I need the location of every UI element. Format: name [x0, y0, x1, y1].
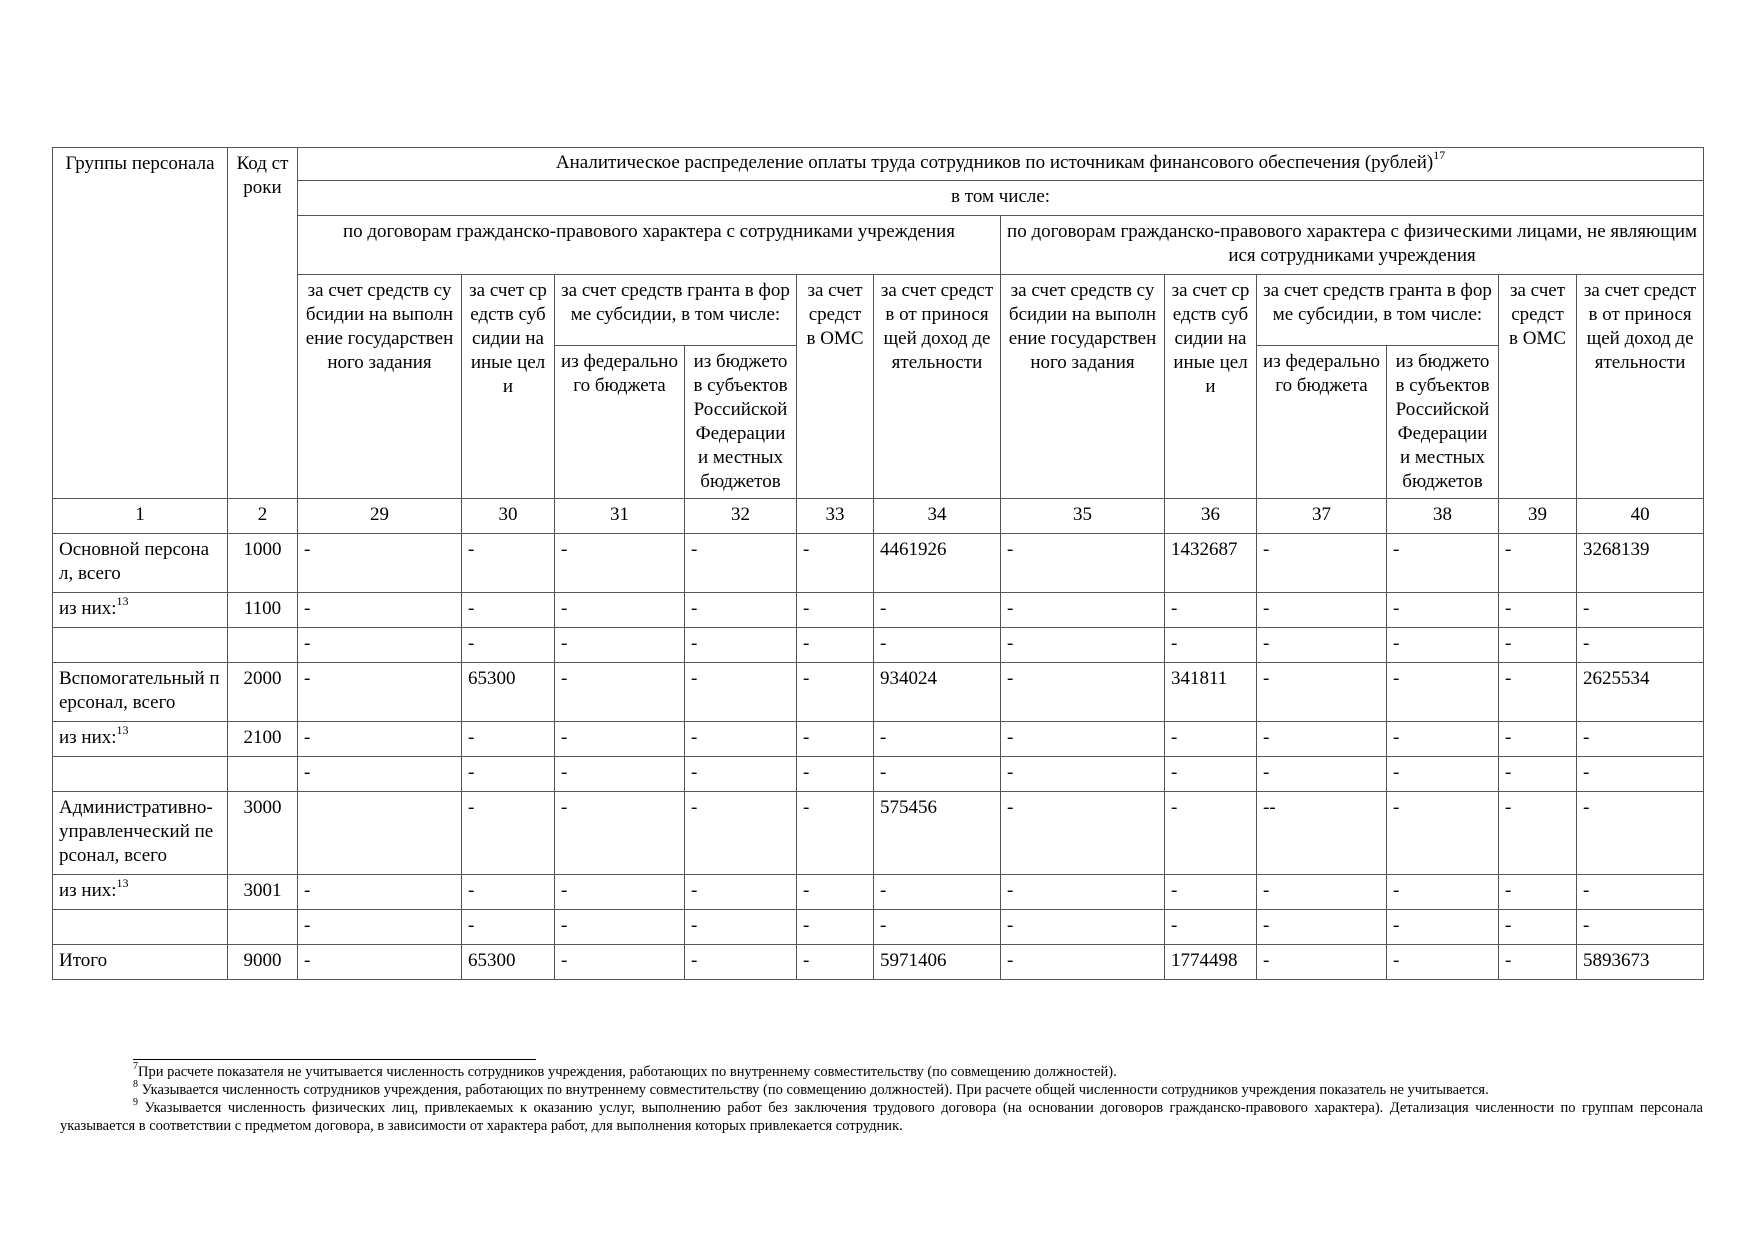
table-cell: - — [1387, 875, 1499, 910]
table-cell: 4461926 — [874, 534, 1001, 593]
row-group-text: из них: — [59, 727, 117, 748]
row-group-text: Вспомогательный персонал, всего — [59, 668, 220, 713]
row-group-label — [53, 722, 228, 757]
table-row — [53, 722, 1704, 757]
header-a-income: за счет средств от приносящей доход деятельности — [874, 275, 1001, 499]
table-cell: - — [1001, 757, 1165, 792]
column-number: 29 — [298, 499, 462, 534]
table-cell: - — [462, 875, 555, 910]
table-cell: - — [685, 757, 797, 792]
column-number: 38 — [1387, 499, 1499, 534]
table-cell: - — [555, 910, 685, 945]
table-cell: - — [1499, 663, 1577, 722]
table-cell: - — [1499, 628, 1577, 663]
table-cell: - — [797, 722, 874, 757]
table-cell: - — [555, 792, 685, 875]
row-group-text: Итого — [59, 950, 108, 971]
table-cell: - — [1499, 757, 1577, 792]
table-cell: - — [1001, 792, 1165, 875]
table-cell: 5971406 — [874, 945, 1001, 980]
header-title — [298, 148, 1704, 181]
table-cell: - — [1257, 875, 1387, 910]
row-code: 1100 — [228, 593, 298, 628]
header-group-a: по договорам гражданско-правового характера с сотрудниками учреждения — [298, 216, 1001, 275]
table-cell: 5893673 — [1577, 945, 1704, 980]
row-group-text: из них: — [59, 598, 117, 619]
table-cell: 65300 — [462, 663, 555, 722]
table-cell: - — [1499, 534, 1577, 593]
table-cell: - — [685, 945, 797, 980]
row-group-label — [53, 757, 228, 792]
table-cell: - — [1387, 593, 1499, 628]
table-cell: - — [797, 875, 874, 910]
table-cell: - — [298, 875, 462, 910]
table-cell: - — [1387, 628, 1499, 663]
column-number: 32 — [685, 499, 797, 534]
table-row — [53, 628, 1704, 663]
table-cell: - — [685, 910, 797, 945]
row-code — [228, 910, 298, 945]
table-cell: - — [1257, 722, 1387, 757]
table-cell: - — [1001, 593, 1165, 628]
table-cell: 1774498 — [1165, 945, 1257, 980]
table-cell: - — [797, 792, 874, 875]
footnote-separator — [133, 1059, 536, 1060]
header-a-subsidy-state-task: за счет средств субсидии на выполнение государственного задания — [298, 275, 462, 499]
table-cell: - — [1577, 875, 1704, 910]
column-number: 34 — [874, 499, 1001, 534]
table-cell: - — [1577, 910, 1704, 945]
table-cell: - — [1257, 910, 1387, 945]
table-cell: - — [1387, 663, 1499, 722]
table-cell: - — [555, 628, 685, 663]
footnote-text: Указывается численность сотрудников учреждения, работающих по внутреннему совместительству (по совмещению должностей). При расчете общей численности сотрудников учреждения показатель не учитывается. — [138, 1082, 1489, 1098]
table-cell: - — [797, 534, 874, 593]
row-code — [228, 628, 298, 663]
footnote-mark: 8 — [133, 1079, 138, 1091]
table-cell: - — [685, 663, 797, 722]
table-cell: - — [555, 875, 685, 910]
row-group-label — [53, 593, 228, 628]
column-number: 35 — [1001, 499, 1165, 534]
table-cell: - — [1387, 945, 1499, 980]
row-code: 1000 — [228, 534, 298, 593]
row-footnote-mark: 13 — [116, 875, 129, 890]
footnote-mark: 7 — [133, 1061, 138, 1073]
table-cell: - — [1499, 722, 1577, 757]
footnote — [60, 1099, 1703, 1135]
row-footnote-mark: 13 — [116, 593, 129, 608]
row-code: 2000 — [228, 663, 298, 722]
table-cell: - — [797, 757, 874, 792]
header-a-subsidy-other: за счет средств субсидии на иные цели — [462, 275, 555, 499]
table-cell: - — [298, 722, 462, 757]
table-row — [53, 593, 1704, 628]
table-cell: - — [685, 722, 797, 757]
table-cell: - — [1001, 910, 1165, 945]
table-row — [53, 757, 1704, 792]
table-cell: - — [555, 534, 685, 593]
table-cell: - — [298, 910, 462, 945]
table-cell: - — [797, 910, 874, 945]
column-number: 1 — [53, 499, 228, 534]
header-b-subsidy-state-task: за счет средств субсидии на выполнение государственного задания — [1001, 275, 1165, 499]
header-b-income: за счет средств от приносящей доход деятельности — [1577, 275, 1704, 499]
header-a-oms: за счет средст в ОМС — [797, 275, 874, 499]
footnote-text: Указывается численность физических лиц, привлекаемых к оказанию услуг, выполнению работ без заключения трудового договора (на основании договоров гражданско-правового характера). Детализация численности по группам персонала указывается в соответствии с предметом договора, в зависимости от характера работ, для выполнения которых привлекается сотрудник. — [60, 1100, 1703, 1134]
table-cell: - — [1257, 628, 1387, 663]
table-cell: - — [1165, 792, 1257, 875]
table-cell: - — [1165, 628, 1257, 663]
footnote-mark: 9 — [133, 1097, 138, 1109]
table-cell: - — [685, 875, 797, 910]
table-cell: 341811 — [1165, 663, 1257, 722]
table-cell: - — [1165, 757, 1257, 792]
table-cell: - — [685, 534, 797, 593]
header-a-grant: за счет средств гранта в форме субсидии, в том числе: — [555, 275, 797, 346]
table-cell: - — [1499, 792, 1577, 875]
column-number-row — [53, 499, 1704, 534]
table-cell: - — [797, 945, 874, 980]
table-cell: 3268139 — [1577, 534, 1704, 593]
row-group-label — [53, 875, 228, 910]
table-cell: - — [874, 757, 1001, 792]
header-b-grant: за счет средств гранта в форме субсидии, в том числе: — [1257, 275, 1499, 346]
row-group-text: из них: — [59, 880, 117, 901]
column-number: 36 — [1165, 499, 1257, 534]
column-number: 37 — [1257, 499, 1387, 534]
table-cell: - — [1577, 593, 1704, 628]
row-group-text: Основной персонал, всего — [59, 539, 210, 584]
table-cell: - — [1257, 663, 1387, 722]
table-cell: - — [1499, 593, 1577, 628]
table-row — [53, 875, 1704, 910]
table-cell: - — [555, 945, 685, 980]
table-cell: - — [555, 593, 685, 628]
table-cell: - — [298, 945, 462, 980]
table-cell: - — [1165, 910, 1257, 945]
table-cell: - — [298, 593, 462, 628]
table-row — [53, 534, 1704, 593]
column-number: 39 — [1499, 499, 1577, 534]
row-code: 9000 — [228, 945, 298, 980]
row-group-label — [53, 910, 228, 945]
table-body — [53, 534, 1704, 980]
row-group-text: Административно-управленческий персонал, всего — [59, 797, 214, 866]
table-cell: - — [797, 628, 874, 663]
table-cell: - — [462, 757, 555, 792]
table-cell: - — [298, 534, 462, 593]
footnote — [60, 1081, 1703, 1099]
table-cell: - — [555, 757, 685, 792]
footnote-text: При расчете показателя не учитывается численность сотрудников учреждения, работающих по внутреннему совместительству (по совмещению должностей). — [138, 1064, 1117, 1080]
table-cell: - — [462, 910, 555, 945]
table-cell: - — [1577, 757, 1704, 792]
table-cell: - — [1001, 875, 1165, 910]
table-cell: - — [874, 910, 1001, 945]
table-cell: 1432687 — [1165, 534, 1257, 593]
table-cell: - — [462, 534, 555, 593]
table-cell: - — [462, 628, 555, 663]
table-cell: - — [1001, 945, 1165, 980]
table-cell: - — [1499, 910, 1577, 945]
table-cell: 65300 — [462, 945, 555, 980]
header-group: Группы персонала — [53, 148, 228, 499]
table-cell: - — [298, 628, 462, 663]
row-code: 2100 — [228, 722, 298, 757]
table-cell: - — [685, 628, 797, 663]
table-cell: - — [797, 593, 874, 628]
table-cell: - — [462, 593, 555, 628]
table-row — [53, 945, 1704, 980]
table-cell: - — [298, 663, 462, 722]
table-cell: 575456 — [874, 792, 1001, 875]
table-cell: - — [1387, 757, 1499, 792]
table-cell: -- — [1257, 792, 1387, 875]
table-cell: - — [555, 722, 685, 757]
row-code: 3000 — [228, 792, 298, 875]
row-group-label — [53, 663, 228, 722]
row-footnote-mark: 13 — [116, 722, 129, 737]
row-group-label — [53, 534, 228, 593]
table-cell: 2625534 — [1577, 663, 1704, 722]
table-cell: - — [1257, 945, 1387, 980]
table-row — [53, 910, 1704, 945]
header-title-footnote: 17 — [1433, 147, 1446, 162]
payroll-distribution-table — [52, 147, 1704, 980]
table-cell: - — [462, 792, 555, 875]
table-cell: - — [1577, 628, 1704, 663]
header-b-grant-regional: из бюджетов субъектов Российской Федерации и местных бюджетов — [1387, 346, 1499, 499]
header-b-subsidy-other: за счет средств субсидии на иные цели — [1165, 275, 1257, 499]
header-b-oms: за счет средст в ОМС — [1499, 275, 1577, 499]
table-cell: - — [1387, 722, 1499, 757]
header-group-b: по договорам гражданско-правового характера с физическими лицами, не являющимися сотрудниками учреждения — [1001, 216, 1704, 275]
table-cell: - — [1001, 722, 1165, 757]
table-row — [53, 663, 1704, 722]
table-cell: - — [555, 663, 685, 722]
table-cell: - — [1499, 875, 1577, 910]
table-row — [53, 792, 1704, 875]
table-cell: - — [1577, 792, 1704, 875]
table-cell: - — [874, 875, 1001, 910]
table-cell: - — [685, 593, 797, 628]
table-cell: - — [1165, 593, 1257, 628]
footnotes — [60, 1063, 1703, 1135]
column-number: 30 — [462, 499, 555, 534]
table-cell: - — [462, 722, 555, 757]
table-cell: - — [1001, 628, 1165, 663]
row-group-label — [53, 945, 228, 980]
header-a-grant-federal: из федерального бюджета — [555, 346, 685, 499]
table-cell: - — [874, 593, 1001, 628]
table-cell: - — [1387, 792, 1499, 875]
column-number: 33 — [797, 499, 874, 534]
table-cell: - — [298, 757, 462, 792]
footnote — [60, 1063, 1703, 1081]
table-cell: - — [1387, 910, 1499, 945]
table-cell: - — [1257, 757, 1387, 792]
row-group-label — [53, 792, 228, 875]
column-number: 2 — [228, 499, 298, 534]
table-cell: - — [1577, 722, 1704, 757]
header-a-grant-regional: из бюджетов субъектов Российской Федерации и местных бюджетов — [685, 346, 797, 499]
row-code: 3001 — [228, 875, 298, 910]
column-number: 31 — [555, 499, 685, 534]
table-cell: - — [685, 792, 797, 875]
header-subtitle: в том числе: — [298, 181, 1704, 216]
table-cell: - — [1001, 534, 1165, 593]
table-cell: - — [1165, 722, 1257, 757]
header-title-text: Аналитическое распределение оплаты труда сотрудников по источникам финансового обеспечения (рублей) — [555, 152, 1434, 173]
table-cell: - — [874, 722, 1001, 757]
column-number: 40 — [1577, 499, 1704, 534]
row-code — [228, 757, 298, 792]
table-cell: - — [1165, 875, 1257, 910]
header-code: Код строки — [228, 148, 298, 499]
table-cell: - — [1499, 945, 1577, 980]
table-cell — [298, 792, 462, 875]
table-cell: - — [1257, 593, 1387, 628]
table-cell: 934024 — [874, 663, 1001, 722]
table-cell: - — [1001, 663, 1165, 722]
table-cell: - — [874, 628, 1001, 663]
header-b-grant-federal: из федерального бюджета — [1257, 346, 1387, 499]
table-cell: - — [1257, 534, 1387, 593]
table-cell: - — [797, 663, 874, 722]
row-group-label — [53, 628, 228, 663]
table-cell: - — [1387, 534, 1499, 593]
